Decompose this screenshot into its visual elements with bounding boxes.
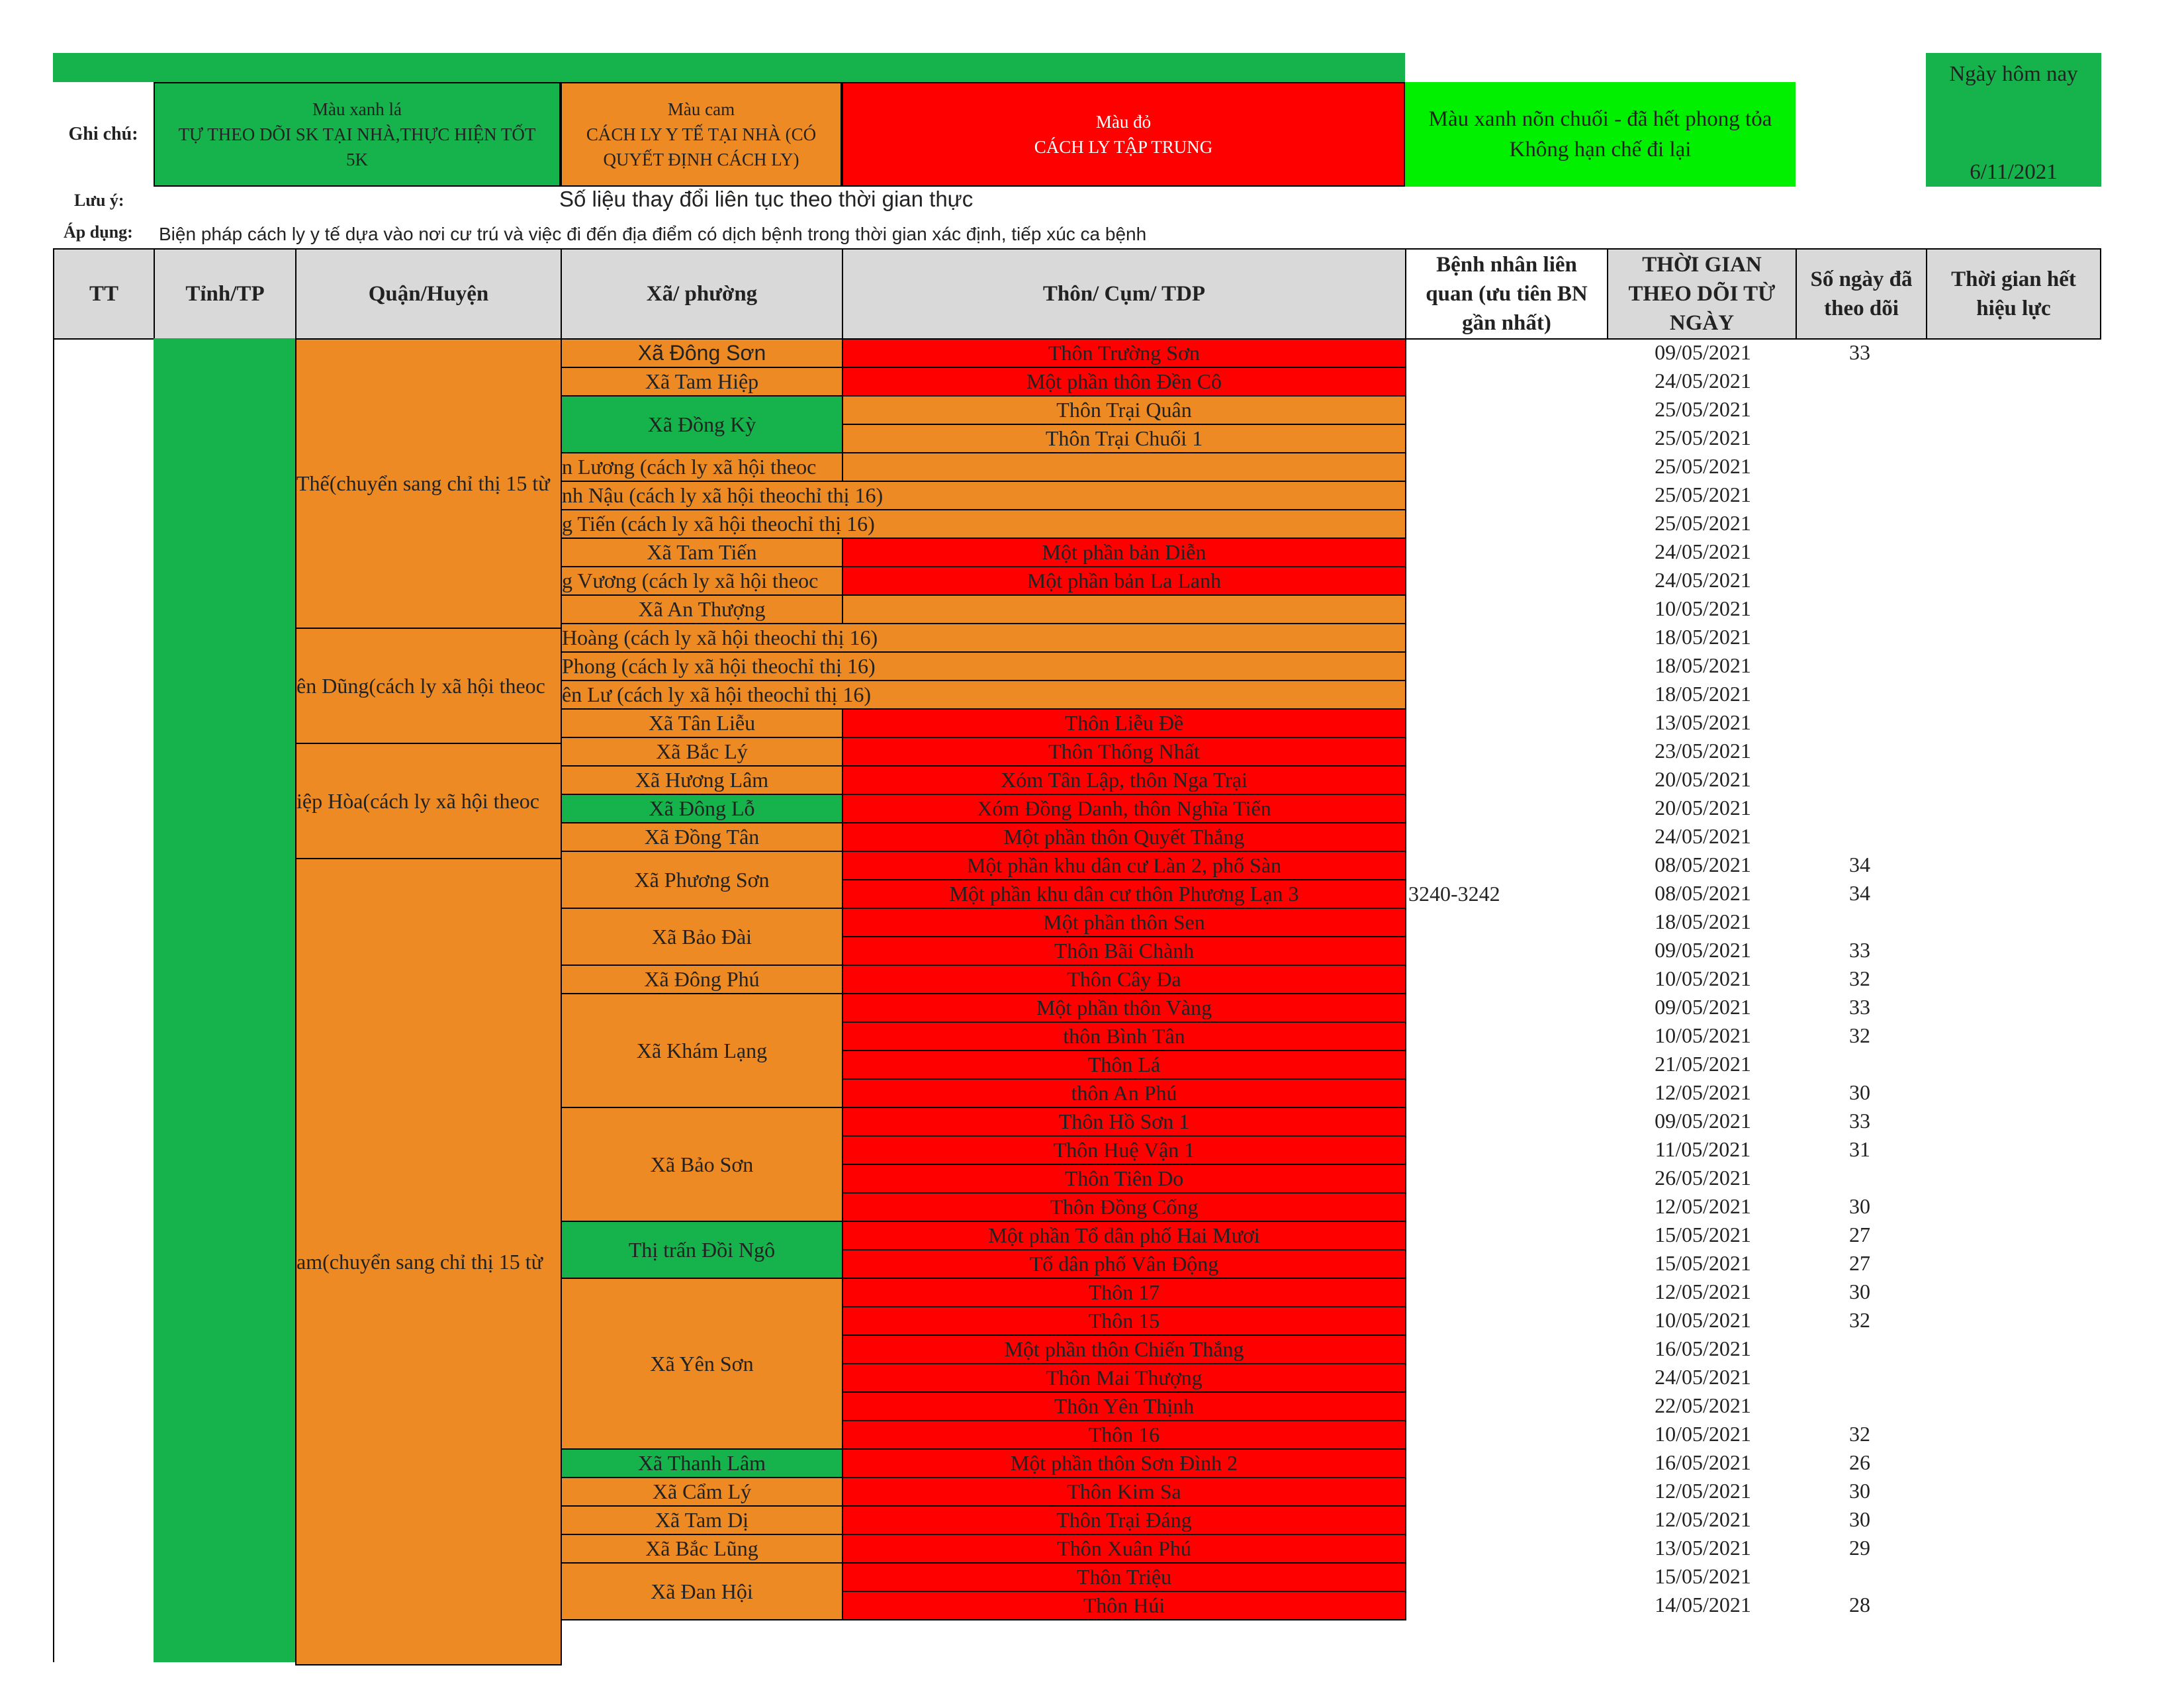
commune-cell: [561, 1448, 843, 1478]
commune-merged-cell: [561, 623, 1406, 653]
legend-red-title: Màu đỏ: [1095, 112, 1152, 132]
village-cell-empty: [842, 594, 1406, 624]
ap-dung-text: Biện pháp cách ly y tế dựa vào nơi cư trú và việc đi đến địa điểm có dịch bệnh trong thời gian xác định, tiếp xúc ca bệnh: [159, 224, 1147, 244]
village-cell: [842, 1021, 1406, 1051]
date-cell: 08/05/2021: [1655, 853, 1751, 876]
days-cell: 30: [1849, 1194, 1870, 1218]
patient-note: 3240-3242: [1408, 882, 1500, 906]
village-cell: [842, 964, 1406, 994]
village-cell: [842, 1562, 1406, 1592]
ap-dung-label: Áp dụng:: [64, 222, 133, 242]
header-tinh: Tỉnh/TP: [154, 248, 296, 340]
commune-cell: [561, 993, 843, 1108]
commune-cell: [561, 1505, 843, 1535]
village-cell: [842, 338, 1406, 368]
date-cell: 25/05/2021: [1655, 397, 1751, 421]
date-cell: 24/05/2021: [1655, 824, 1751, 848]
commune-cell: [561, 1278, 843, 1450]
commune-cell: [561, 794, 843, 823]
commune-name: Xã Tam Tiến: [647, 540, 757, 564]
commune-cell: [561, 594, 843, 624]
commune-name: Xã Đan Hội: [651, 1579, 753, 1603]
commune-name: Xã Phương Sơn: [634, 867, 770, 892]
today-label: Ngày hôm nay: [1949, 62, 2078, 86]
days-cell: 32: [1849, 1023, 1870, 1047]
commune-name: Xã Thanh Lâm: [637, 1451, 766, 1475]
village-cell: [842, 936, 1406, 966]
tt-column: [53, 338, 155, 1662]
commune-merged-cell: [561, 566, 843, 596]
top-green-band: [53, 53, 1405, 82]
commune-merged-cell: [561, 481, 1406, 510]
date-cell: 09/05/2021: [1655, 938, 1751, 962]
header-quan: Quận/Huyện: [295, 248, 562, 340]
village-name: Thôn Trại Đáng: [1056, 1508, 1192, 1532]
village-name: Một phần khu dân cư Làn 2, phố Sàn: [966, 853, 1282, 877]
commune-name: Xã Tam Hiệp: [645, 369, 759, 393]
village-name: Thôn Yên Thịnh: [1054, 1394, 1195, 1418]
commune-name: g Vương (cách ly xã hội theoc: [562, 569, 819, 592]
legend-green-desc: TỰ THEO DÕI SK TẠI NHÀ,THỰC HIỆN TỐT 5K: [178, 124, 536, 169]
village-cell: [842, 424, 1406, 453]
commune-name: g Tiến (cách ly xã hội theochỉ thị 16): [562, 512, 875, 536]
date-cell: 09/05/2021: [1655, 1109, 1751, 1133]
date-cell: 24/05/2021: [1655, 568, 1751, 592]
days-cell: 30: [1849, 1280, 1870, 1303]
date-cell: 15/05/2021: [1655, 1251, 1751, 1275]
village-name: Một phần khu dân cư thôn Phương Lạn 3: [949, 882, 1299, 906]
village-name: Xóm Tân Lập, thôn Nga Trại: [1001, 768, 1248, 792]
days-cell: 32: [1849, 1422, 1870, 1446]
date-cell: 12/05/2021: [1655, 1194, 1751, 1218]
village-cell: [842, 1164, 1406, 1194]
village-cell: [842, 1221, 1406, 1250]
date-cell: 22/05/2021: [1655, 1393, 1751, 1417]
date-cell: 09/05/2021: [1655, 995, 1751, 1019]
commune-cell: [561, 737, 843, 767]
village-name: Thôn Tiên Do: [1064, 1166, 1184, 1190]
days-cell: 33: [1849, 340, 1870, 364]
village-name: Thôn Liễu Đề: [1064, 711, 1184, 735]
village-name: Một phần thôn Sen: [1043, 910, 1205, 934]
village-cell: [842, 1078, 1406, 1108]
village-cell: [842, 1050, 1406, 1080]
legend-green: [154, 82, 561, 187]
date-cell: 18/05/2021: [1655, 910, 1751, 933]
date-cell: 08/05/2021: [1655, 881, 1751, 905]
commune-cell: [561, 765, 843, 795]
date-cell: 15/05/2021: [1655, 1223, 1751, 1246]
commune-cell: [561, 1107, 843, 1222]
header-het-hieu-luc: Thời gian hết hiệu lực: [1926, 248, 2101, 340]
commune-name: Xã Đồng Tân: [644, 825, 760, 849]
days-cell: 33: [1849, 995, 1870, 1019]
village-name: Một phần thôn Đền Cô: [1026, 369, 1222, 393]
date-cell: 16/05/2021: [1655, 1450, 1751, 1474]
village-cell: [842, 538, 1406, 567]
commune-name: Xã Đông Sơn: [637, 341, 766, 365]
village-cell-empty: [842, 452, 1406, 482]
commune-cell: [561, 708, 843, 738]
village-cell: [842, 822, 1406, 852]
village-cell: [842, 908, 1406, 937]
header-benh-nhan: Bệnh nhân liên quan (ưu tiên BN gần nhất): [1405, 248, 1608, 340]
luu-y-label: Lưu ý:: [74, 191, 124, 210]
village-cell: [842, 879, 1406, 909]
village-cell: [842, 367, 1406, 397]
village-name: Một phần bản Diễn: [1042, 540, 1206, 564]
commune-name: Xã An Thượng: [638, 597, 766, 621]
commune-name: Xã Khám Lạng: [636, 1038, 768, 1062]
village-cell: [842, 851, 1406, 880]
days-cell: 33: [1849, 1109, 1870, 1133]
commune-cell: [561, 538, 843, 567]
date-cell: 10/05/2021: [1655, 1422, 1751, 1446]
date-cell: 21/05/2021: [1655, 1052, 1751, 1076]
commune-name: Xã Hương Lâm: [635, 768, 769, 792]
village-name: Thôn Trại Chuối 1: [1045, 426, 1203, 450]
date-cell: 15/05/2021: [1655, 1564, 1751, 1588]
commune-cell: [561, 964, 843, 994]
village-cell: [842, 1335, 1406, 1364]
district-row: [295, 628, 562, 744]
commune-merged-cell: [561, 452, 843, 482]
date-cell: 24/05/2021: [1655, 539, 1751, 563]
legend-orange-title: Màu cam: [667, 99, 735, 119]
village-name: Thôn Bãi Chành: [1054, 939, 1195, 962]
date-cell: 25/05/2021: [1655, 426, 1751, 449]
village-cell: [842, 1420, 1406, 1450]
village-cell: [842, 1135, 1406, 1165]
commune-name: Xã Bảo Sơn: [650, 1152, 754, 1176]
days-cell: 30: [1849, 1507, 1870, 1531]
commune-cell: [561, 395, 843, 453]
commune-name: nh Nậu (cách ly xã hội theochỉ thị 16): [562, 483, 884, 507]
commune-name: Phong (cách ly xã hội theochỉ thị 16): [562, 654, 876, 678]
commune-name: Xã Cẩm Lý: [652, 1479, 752, 1503]
header-so-ngay: Số ngày đã theo dõi: [1796, 248, 1927, 340]
commune-name: n Lương (cách ly xã hội theoc: [562, 455, 817, 479]
village-name: Thôn Trường Sơn: [1048, 341, 1201, 365]
date-cell: 11/05/2021: [1655, 1137, 1751, 1161]
village-cell: [842, 1249, 1406, 1279]
header-thoi-gian: THỜI GIAN THEO DÕI TỪ NGÀY: [1607, 248, 1797, 340]
commune-name: Xã Tân Liễu: [648, 711, 756, 735]
date-cell: 13/05/2021: [1655, 1536, 1751, 1560]
village-cell: [842, 1192, 1406, 1222]
days-cell: 26: [1849, 1450, 1870, 1474]
village-cell: [842, 765, 1406, 795]
commune-cell: [561, 908, 843, 966]
commune-cell: [561, 851, 843, 909]
village-name: Tổ dân phố Vân Động: [1029, 1252, 1219, 1276]
days-cell: 32: [1849, 1308, 1870, 1332]
district-row: [295, 858, 562, 1665]
commune-name: Xã Đông Lỗ: [649, 796, 755, 820]
commune-cell: [561, 1562, 843, 1620]
village-name: Một phần thôn Vàng: [1036, 996, 1212, 1019]
village-cell: [842, 1391, 1406, 1421]
date-cell: 10/05/2021: [1655, 1023, 1751, 1047]
legend-lime: [1405, 82, 1796, 187]
date-cell: 24/05/2021: [1655, 1365, 1751, 1389]
commune-cell: [561, 1534, 843, 1564]
header-thon: Thôn/ Cụm/ TDP: [842, 248, 1406, 340]
legend-orange: [561, 82, 842, 187]
date-cell: 23/05/2021: [1655, 739, 1751, 763]
village-name: thôn An Phú: [1071, 1081, 1177, 1105]
commune-cell: [561, 1477, 843, 1507]
commune-cell: [561, 338, 843, 368]
village-cell: [842, 794, 1406, 823]
days-cell: 32: [1849, 966, 1870, 990]
village-name: Thôn Huệ Vận 1: [1053, 1138, 1195, 1162]
date-cell: 18/05/2021: [1655, 653, 1751, 677]
date-cell: 18/05/2021: [1655, 682, 1751, 706]
date-cell: 10/05/2021: [1655, 966, 1751, 990]
commune-name: Hoàng (cách ly xã hội theochỉ thị 16): [562, 626, 878, 649]
village-name: Thôn Thống Nhất: [1048, 739, 1200, 763]
commune-name: Xã Tam Dị: [655, 1508, 749, 1532]
village-cell: [842, 1278, 1406, 1307]
village-cell: [842, 1448, 1406, 1478]
village-name: Một phần thôn Chiến Thắng: [1004, 1337, 1244, 1361]
date-cell: 12/05/2021: [1655, 1280, 1751, 1303]
date-cell: 12/05/2021: [1655, 1507, 1751, 1531]
days-cell: 34: [1849, 881, 1870, 905]
district-row: [295, 338, 562, 629]
village-cell: [842, 1363, 1406, 1393]
district-row: [295, 743, 562, 859]
commune-merged-cell: [561, 651, 1406, 681]
date-cell: 25/05/2021: [1655, 511, 1751, 535]
village-name: thôn Bình Tân: [1063, 1024, 1185, 1048]
district-name: ên Dũng(cách ly xã hội theoc: [296, 673, 545, 698]
district-name: iệp Hòa(cách ly xã hội theoc: [296, 788, 539, 813]
date-cell: 18/05/2021: [1655, 625, 1751, 649]
commune-cell: [561, 367, 843, 397]
village-cell: [842, 1107, 1406, 1137]
district-name: am(chuyển sang chỉ thị 15 từ: [296, 1249, 543, 1274]
date-cell: 25/05/2021: [1655, 483, 1751, 506]
village-cell: [842, 1534, 1406, 1564]
village-name: Thôn 16: [1088, 1423, 1160, 1446]
days-cell: 30: [1849, 1080, 1870, 1104]
village-cell: [842, 1505, 1406, 1535]
village-name: Thôn Triệu: [1076, 1565, 1172, 1589]
village-name: Thôn Cây Đa: [1067, 967, 1181, 991]
date-cell: 20/05/2021: [1655, 796, 1751, 820]
village-name: Thôn Kim Sa: [1067, 1479, 1181, 1503]
commune-merged-cell: [561, 680, 1406, 710]
date-cell: 25/05/2021: [1655, 454, 1751, 478]
tinh-column: [154, 338, 296, 1662]
village-cell: [842, 395, 1406, 425]
date-cell: 26/05/2021: [1655, 1166, 1751, 1190]
legend-orange-desc: CÁCH LY Y TẾ TẠI NHÀ (CÓ QUYẾT ĐỊNH CÁCH LY): [586, 124, 817, 169]
date-cell: 13/05/2021: [1655, 710, 1751, 734]
village-cell: [842, 708, 1406, 738]
commune-cell: [561, 1221, 843, 1279]
commune-name: Thị trấn Đồi Ngô: [628, 1237, 776, 1262]
date-cell: 12/05/2021: [1655, 1080, 1751, 1104]
commune-name: Xã Bắc Lý: [656, 739, 748, 763]
district-name: Thế(chuyển sang chỉ thị 15 từ: [296, 471, 550, 495]
commune-name: Xã Đông Phú: [644, 967, 760, 991]
date-cell: 09/05/2021: [1655, 340, 1751, 364]
days-cell: 28: [1849, 1593, 1870, 1617]
village-name: Thôn Mai Thượng: [1046, 1366, 1203, 1389]
commune-merged-cell: [561, 509, 1406, 539]
date-cell: 24/05/2021: [1655, 369, 1751, 393]
header-xa: Xã/ phường: [561, 248, 843, 340]
village-cell: [842, 1306, 1406, 1336]
village-name: Thôn Xuân Phú: [1057, 1536, 1191, 1560]
village-name: Thôn Lá: [1087, 1053, 1161, 1076]
village-cell: [842, 1477, 1406, 1507]
days-cell: 27: [1849, 1223, 1870, 1246]
village-name: Thôn Trại Quân: [1056, 398, 1192, 422]
commune-name: Xã Bảo Đài: [651, 924, 752, 949]
commune-cell: [561, 822, 843, 852]
legend-lime-desc: Không hạn chế đi lại: [1509, 138, 1692, 162]
days-cell: 34: [1849, 853, 1870, 876]
village-name: Thôn 15: [1088, 1309, 1160, 1333]
village-name: Một phần thôn Sơn Đình 2: [1010, 1451, 1238, 1475]
date-cell: 16/05/2021: [1655, 1336, 1751, 1360]
commune-name: ên Lư (cách ly xã hội theochỉ thị 16): [562, 682, 871, 706]
village-name: Xóm Đồng Danh, thôn Nghĩa Tiến: [977, 796, 1271, 820]
village-name: Thôn Đồng Cống: [1050, 1195, 1199, 1219]
village-name: Một phần bản La Lanh: [1026, 569, 1222, 592]
legend-red: [842, 82, 1405, 187]
days-cell: 27: [1849, 1251, 1870, 1275]
days-cell: 31: [1849, 1137, 1870, 1161]
days-cell: 33: [1849, 938, 1870, 962]
village-cell: [842, 1591, 1406, 1620]
village-name: Thôn Húi: [1083, 1593, 1165, 1617]
legend-lime-title: Màu xanh nõn chuối - đã hết phong tỏa: [1428, 107, 1772, 131]
village-name: Một phần thôn Quyết Thắng: [1003, 825, 1245, 849]
village-name: Thôn 17: [1088, 1280, 1160, 1304]
village-cell: [842, 993, 1406, 1023]
commune-name: Xã Bắc Lũng: [645, 1536, 758, 1560]
village-cell: [842, 737, 1406, 767]
commune-name: Xã Yên Sơn: [650, 1351, 754, 1376]
date-cell: 12/05/2021: [1655, 1479, 1751, 1503]
legend-red-desc: CÁCH LY TẬP TRUNG: [1034, 137, 1213, 157]
commune-name: Xã Đồng Kỳ: [647, 412, 756, 436]
legend-green-title: Màu xanh lá: [312, 99, 402, 119]
luu-y-text: Số liệu thay đổi liên tục theo thời gian thực: [559, 187, 974, 211]
ghi-chu-label: Ghi chú:: [68, 124, 138, 144]
date-cell: 10/05/2021: [1655, 1308, 1751, 1332]
village-name: Một phần Tổ dân phố Hai Mươi: [988, 1223, 1260, 1247]
date-cell: 10/05/2021: [1655, 596, 1751, 620]
today-box: Ngày hôm nay 6/11/2021: [1926, 53, 2101, 187]
header-tt: TT: [53, 248, 155, 340]
date-cell: 14/05/2021: [1655, 1593, 1751, 1617]
village-cell: [842, 566, 1406, 596]
days-cell: 29: [1849, 1536, 1870, 1560]
days-cell: 30: [1849, 1479, 1870, 1503]
village-name: Thôn Hồ Sơn 1: [1058, 1109, 1190, 1133]
date-cell: 20/05/2021: [1655, 767, 1751, 791]
